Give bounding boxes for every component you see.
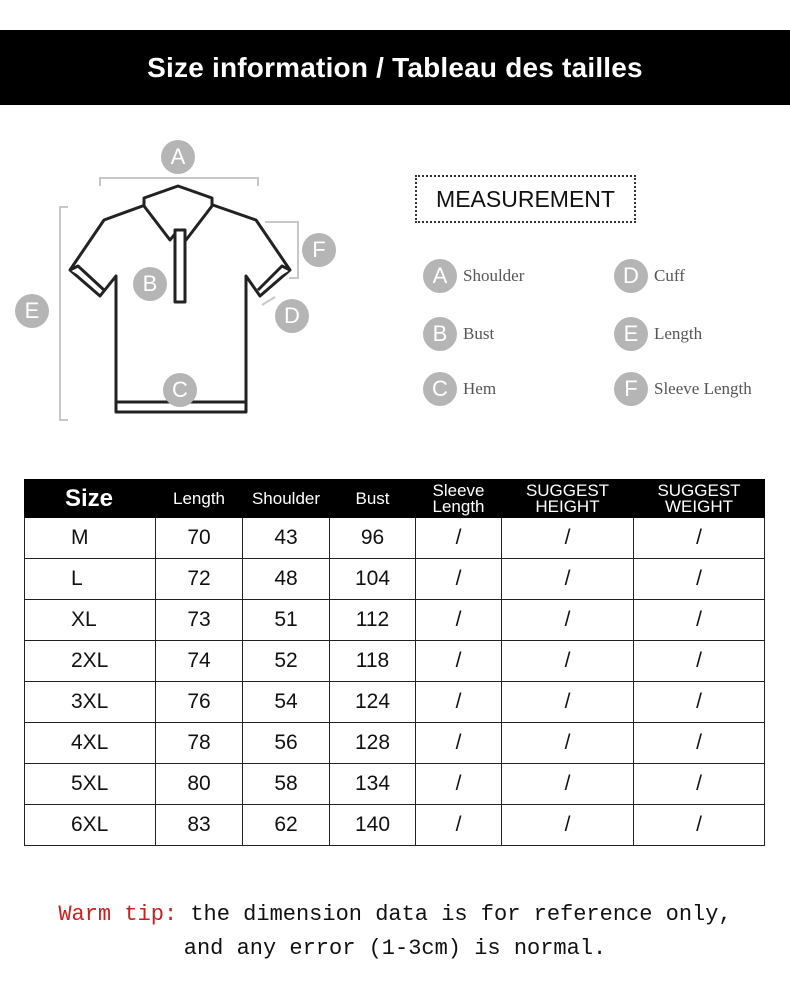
legend-label-bust: Bust (463, 324, 495, 343)
cell-size: XL (25, 600, 156, 641)
warm-tip-line2: and any error (1-3cm) is normal. (183, 936, 607, 961)
table-row (25, 518, 765, 559)
marker-d-badge: D (275, 299, 309, 333)
banner (0, 30, 790, 105)
cell-height: / (502, 559, 634, 600)
cell-sleeve: / (416, 641, 502, 682)
header-suggest-weight (634, 480, 765, 518)
header-sleeve-line1: Sleeve (432, 480, 485, 500)
header-size: Size (25, 480, 156, 518)
cell-bust: 96 (330, 518, 416, 559)
cell-length: 70 (156, 518, 243, 559)
header-sleeve-line2: Length (432, 496, 485, 516)
size-table-header (25, 480, 765, 518)
cell-weight: / (634, 764, 765, 805)
marker-b-badge: B (133, 267, 167, 301)
legend-badge-b: B (423, 317, 457, 351)
table-row (25, 682, 765, 723)
cell-bust: 140 (330, 805, 416, 846)
cell-height: / (502, 518, 634, 559)
cell-shoulder: 62 (243, 805, 330, 846)
cell-shoulder: 43 (243, 518, 330, 559)
cell-height: / (502, 764, 634, 805)
marker-c-badge: C (163, 373, 197, 407)
warm-tip (0, 898, 790, 966)
warm-tip-text1: the dimension data is for reference only, (177, 902, 732, 927)
header-weight-line2: WEIGHT (665, 496, 733, 516)
marker-a-badge: A (161, 140, 195, 174)
cell-shoulder: 56 (243, 723, 330, 764)
marker-f-badge: F (302, 233, 336, 267)
table-row (25, 641, 765, 682)
legend-item-shoulder (423, 259, 524, 293)
header-sleeve-length (416, 480, 502, 518)
cell-length: 80 (156, 764, 243, 805)
cell-weight: / (634, 600, 765, 641)
cell-height: / (502, 641, 634, 682)
cell-shoulder: 52 (243, 641, 330, 682)
cell-weight: / (634, 559, 765, 600)
table-row (25, 723, 765, 764)
table-row (25, 559, 765, 600)
cell-bust: 128 (330, 723, 416, 764)
header-shoulder: Shoulder (243, 480, 330, 518)
cell-height: / (502, 682, 634, 723)
legend-badge-e: E (614, 317, 648, 351)
table-row (25, 600, 765, 641)
cell-shoulder: 54 (243, 682, 330, 723)
cell-size: 2XL (25, 641, 156, 682)
legend-badge-a: A (423, 259, 457, 293)
header-height-line1: SUGGEST (525, 480, 610, 500)
legend-label-hem: Hem (463, 379, 497, 398)
cell-shoulder: 48 (243, 559, 330, 600)
cell-weight: / (634, 723, 765, 764)
legend-label-shoulder: Shoulder (463, 266, 525, 285)
cell-length: 73 (156, 600, 243, 641)
measurement-title (415, 175, 636, 223)
cell-size: 5XL (25, 764, 156, 805)
legend-label-cuff: Cuff (654, 266, 685, 285)
header-length: Length (156, 480, 243, 518)
cell-weight: / (634, 641, 765, 682)
cell-shoulder: 51 (243, 600, 330, 641)
legend-item-bust (423, 317, 494, 351)
header-weight-line1: SUGGEST (657, 480, 741, 500)
cell-sleeve: / (416, 764, 502, 805)
legend-item-cuff (614, 259, 685, 293)
cell-size: M (25, 518, 156, 559)
cell-length: 74 (156, 641, 243, 682)
polo-shirt-icon (0, 130, 400, 440)
legend-badge-c: C (423, 372, 457, 406)
cell-height: / (502, 805, 634, 846)
size-table-body (25, 518, 765, 846)
cell-sleeve: / (416, 682, 502, 723)
cell-size: L (25, 559, 156, 600)
cell-bust: 118 (330, 641, 416, 682)
warm-tip-line1 (0, 898, 790, 932)
measurement-title-text: MEASUREMENT (436, 185, 615, 212)
cell-size: 6XL (25, 805, 156, 846)
banner-title: Size information / Tableau des tailles (147, 51, 643, 83)
cell-weight: / (634, 518, 765, 559)
cell-height: / (502, 600, 634, 641)
cell-shoulder: 58 (243, 764, 330, 805)
cell-height: / (502, 723, 634, 764)
legend-item-sleeve-length (614, 372, 752, 406)
table-row (25, 805, 765, 846)
cell-sleeve: / (416, 518, 502, 559)
cell-weight: / (634, 682, 765, 723)
size-table (24, 479, 765, 846)
cell-sleeve: / (416, 559, 502, 600)
cell-sleeve: / (416, 805, 502, 846)
legend-item-length (614, 317, 702, 351)
cell-sleeve: / (416, 723, 502, 764)
marker-e-badge: E (15, 294, 49, 328)
cell-length: 83 (156, 805, 243, 846)
cell-weight: / (634, 805, 765, 846)
cell-sleeve: / (416, 600, 502, 641)
polo-shirt-diagram (0, 130, 400, 440)
cell-size: 4XL (25, 723, 156, 764)
cell-length: 78 (156, 723, 243, 764)
legend-label-length: Length (654, 324, 703, 343)
cell-bust: 104 (330, 559, 416, 600)
legend-badge-f: F (614, 372, 648, 406)
cell-bust: 134 (330, 764, 416, 805)
table-row (25, 764, 765, 805)
cell-size: 3XL (25, 682, 156, 723)
header-bust: Bust (330, 480, 416, 518)
header-height-line2: HEIGHT (535, 496, 600, 516)
warm-tip-prefix: Warm tip: (58, 902, 178, 927)
cell-bust: 112 (330, 600, 416, 641)
header-suggest-height (502, 480, 634, 518)
cell-length: 76 (156, 682, 243, 723)
legend-label-sleeve-length: Sleeve Length (654, 379, 752, 398)
legend-badge-d: D (614, 259, 648, 293)
cell-length: 72 (156, 559, 243, 600)
cell-bust: 124 (330, 682, 416, 723)
legend-item-hem (423, 372, 496, 406)
